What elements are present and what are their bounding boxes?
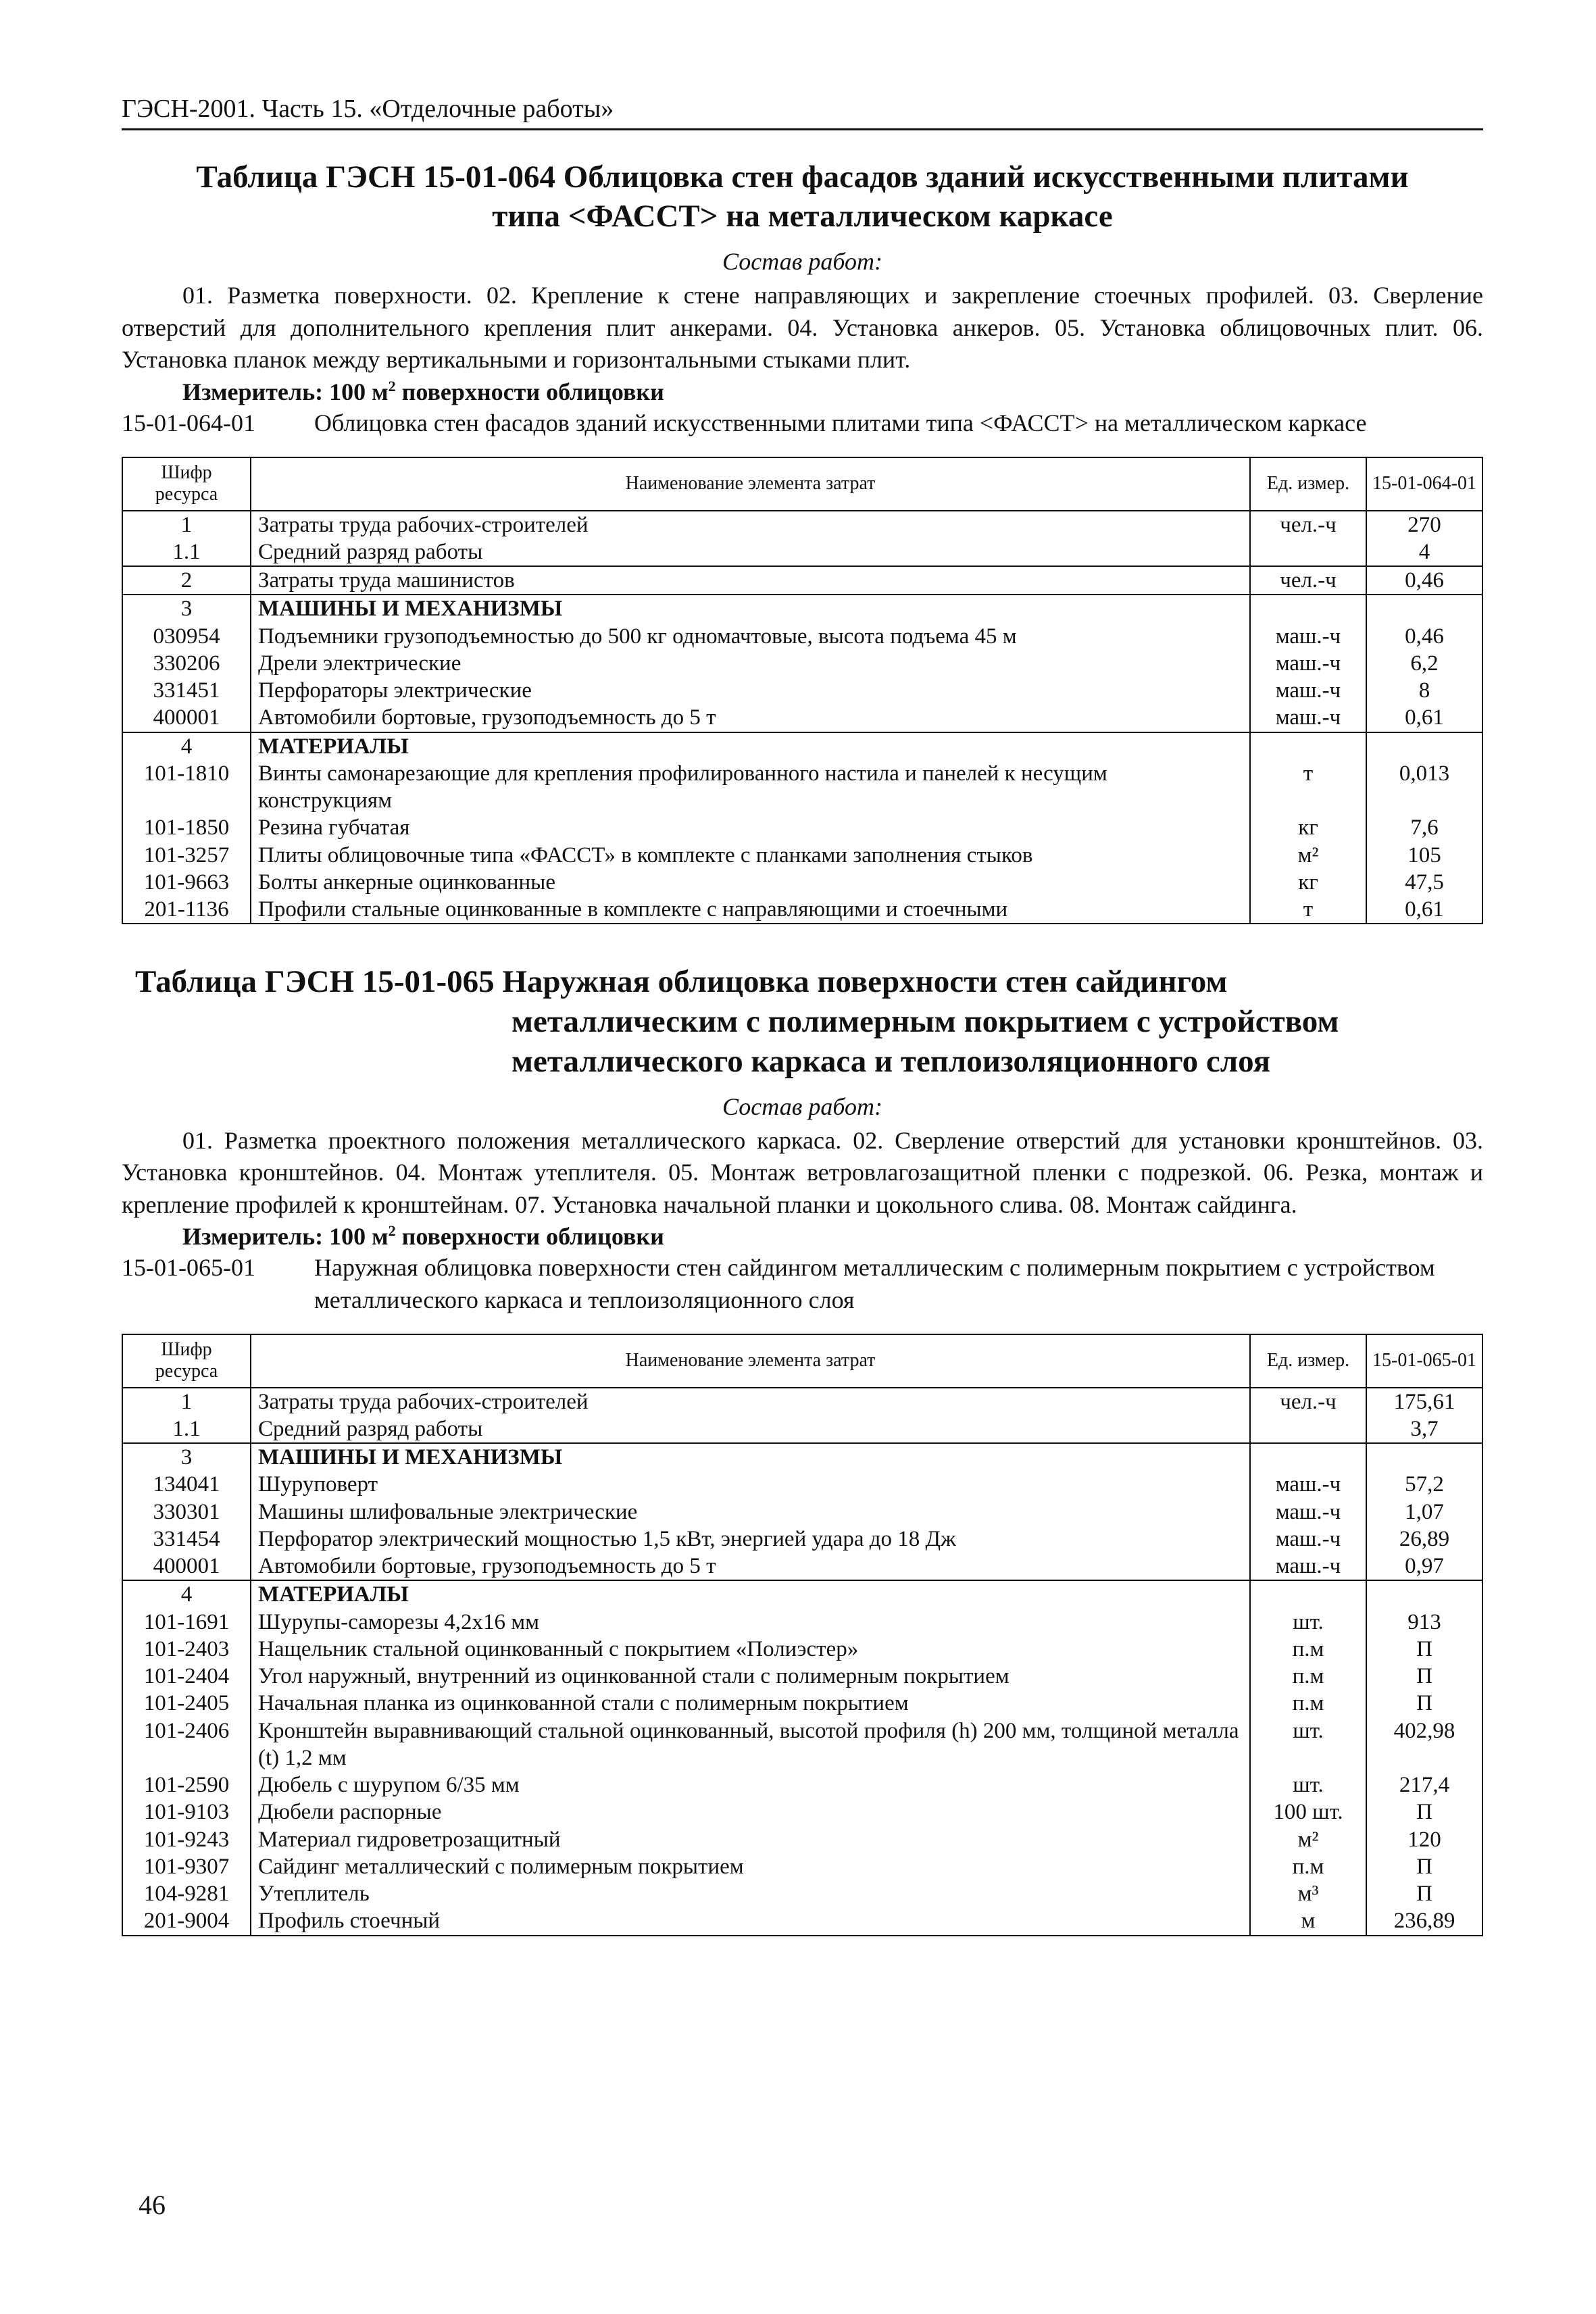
cell-name: Дюбель с шурупом 6/35 мм xyxy=(251,1771,1250,1799)
table-row xyxy=(122,1553,1482,1580)
cell-name: Нащельник стальной оцинкованный с покрытием «Полиэстер» xyxy=(251,1636,1250,1663)
cell-unit: шт. xyxy=(1250,1717,1366,1772)
table-row xyxy=(122,1415,1482,1443)
cell-name: Болты анкерные оцинкованные xyxy=(251,869,1250,896)
table-row xyxy=(122,1717,1482,1772)
cell-unit: п.м xyxy=(1250,1663,1366,1690)
cell-unit xyxy=(1250,732,1366,760)
cell-name: Средний разряд работы xyxy=(251,1415,1250,1443)
cell-value: 402,98 xyxy=(1366,1717,1482,1772)
composition-text: 01. Разметка проектного положения металлического каркаса. 02. Сверление отверстий для установки кронштейнов. 03. Установка кронштейнов. 04. Монтаж утеплителя. 05. Монтаж ветровлагозащитной пленки с подрезкой. 06. Резка, монтаж и крепление профилей к кронштейнам. 07. Установка начальной планки и цокольного слива. 08. Монтаж сайдинга. xyxy=(122,1126,1483,1218)
cell-unit: чел.-ч xyxy=(1250,511,1366,538)
cell-value: 0,46 xyxy=(1366,566,1482,595)
composition-label: Состав работ: xyxy=(722,248,882,276)
cell-code: 331454 xyxy=(122,1526,251,1553)
cell-name: МАШИНЫ И МЕХАНИЗМЫ xyxy=(251,595,1250,622)
table-row xyxy=(122,704,1482,732)
cell-code: 101-2405 xyxy=(122,1690,251,1717)
table-row xyxy=(122,1443,1482,1471)
cell-name: МАТЕРИАЛЫ xyxy=(251,732,1250,760)
cell-unit: маш.-ч xyxy=(1250,677,1366,704)
cell-code: 101-2404 xyxy=(122,1663,251,1690)
cell-value: 26,89 xyxy=(1366,1526,1482,1553)
cell-value: 8 xyxy=(1366,677,1482,704)
col-header-code: Шифр ресурса xyxy=(122,1334,251,1387)
table-title xyxy=(122,157,1483,237)
table-title-line-1: Таблица ГЭСН 15-01-065 Наружная облицовка поверхности стен сайдингом xyxy=(135,964,1228,1000)
cell-code: 104-9281 xyxy=(122,1880,251,1907)
cell-unit: маш.-ч xyxy=(1250,1553,1366,1580)
cell-name: Начальная планка из оцинкованной стали с полимерным покрытием xyxy=(251,1690,1250,1717)
table-row xyxy=(122,1826,1482,1853)
cell-unit xyxy=(1250,1580,1366,1608)
table-row xyxy=(122,1526,1482,1553)
cell-value: П xyxy=(1366,1853,1482,1880)
cell-name: Плиты облицовочные типа «ФАССТ» в комплекте с планками заполнения стыков xyxy=(251,842,1250,869)
cell-name: МАТЕРИАЛЫ xyxy=(251,1580,1250,1608)
cell-code: 101-3257 xyxy=(122,842,251,869)
table-title-line-1: Таблица ГЭСН 15-01-064 Облицовка стен фасадов зданий искусственными плитами xyxy=(196,159,1409,195)
table-title-line-2: металлическим с полимерным покрытием с устройством xyxy=(512,1004,1339,1040)
table-row xyxy=(122,814,1482,841)
cell-name: Перфоратор электрический мощностью 1,5 кВт, энергией удара до 18 Дж xyxy=(251,1526,1250,1553)
cell-name: Затраты труда машинистов xyxy=(251,566,1250,595)
cell-name: Шурупы-саморезы 4,2x16 мм xyxy=(251,1609,1250,1636)
cell-value: П xyxy=(1366,1636,1482,1663)
cell-code: 330301 xyxy=(122,1499,251,1526)
cell-name: Винты самонарезающие для крепления профилированного настила и панелей к несущим конструкциям xyxy=(251,760,1250,815)
cell-code: 400001 xyxy=(122,1553,251,1580)
cell-code: 201-9004 xyxy=(122,1907,251,1935)
cell-name: Перфораторы электрические xyxy=(251,677,1250,704)
table-row xyxy=(122,1580,1482,1608)
cell-code: 3 xyxy=(122,1443,251,1471)
cell-name: Утеплитель xyxy=(251,1880,1250,1907)
col-header-name: Наименование элемента затрат xyxy=(251,457,1250,510)
cell-value: 217,4 xyxy=(1366,1771,1482,1799)
table-row xyxy=(122,732,1482,760)
cell-code: 101-9243 xyxy=(122,1826,251,1853)
table-row xyxy=(122,1799,1482,1826)
cell-unit: маш.-ч xyxy=(1250,650,1366,677)
cell-unit: т xyxy=(1250,760,1366,815)
measure-line xyxy=(122,378,1483,406)
cell-name: Материал гидроветрозащитный xyxy=(251,1826,1250,1853)
measure-suffix: поверхности облицовки xyxy=(395,1223,664,1251)
measure-prefix: Измеритель: 100 м xyxy=(182,378,389,405)
cell-code: 1 xyxy=(122,511,251,538)
cell-code: 4 xyxy=(122,732,251,760)
cell-unit: чел.-ч xyxy=(1250,566,1366,595)
cell-name: Профиль стоечный xyxy=(251,1907,1250,1935)
cell-code: 201-1136 xyxy=(122,896,251,924)
table-row xyxy=(122,1771,1482,1799)
cell-code: 101-9663 xyxy=(122,869,251,896)
cell-unit: кг xyxy=(1250,869,1366,896)
cell-code: 4 xyxy=(122,1580,251,1608)
cell-value: 1,07 xyxy=(1366,1499,1482,1526)
measure-suffix: поверхности облицовки xyxy=(395,378,664,405)
cell-name: Кронштейн выравнивающий стальной оцинкованный, высотой профиля (h) 200 мм, толщиной металла (t) 1,2 мм xyxy=(251,1717,1250,1772)
table-row xyxy=(122,1690,1482,1717)
table-row xyxy=(122,595,1482,622)
cell-code: 030954 xyxy=(122,623,251,650)
cell-code: 101-2590 xyxy=(122,1771,251,1799)
cell-name: Средний разряд работы xyxy=(251,538,1250,566)
table-title-line-2: типа <ФАССТ> на металлическом каркасе xyxy=(492,199,1113,234)
table-row xyxy=(122,842,1482,869)
composition-label: Состав работ: xyxy=(722,1092,882,1120)
cell-value: 120 xyxy=(1366,1826,1482,1853)
cell-name: Профили стальные оцинкованные в комплекте с направляющими и стоечными xyxy=(251,896,1250,924)
cell-unit xyxy=(1250,1415,1366,1443)
cell-name: Дрели электрические xyxy=(251,650,1250,677)
table-row xyxy=(122,869,1482,896)
section-table-15-01-064 xyxy=(122,157,1483,925)
cell-unit: п.м xyxy=(1250,1853,1366,1880)
table-row xyxy=(122,1907,1482,1935)
composition-text: 01. Разметка поверхности. 02. Крепление к стене направляющих и закрепление стоечных профилей. 03. Сверление отверстий для дополнительного крепления плит анкерами. 04. Установка анкеров. 05. Установка облицовочных плит. 06. Установка планок между вертикальными и горизонтальными стыками плит. xyxy=(122,282,1483,374)
cell-code: 330206 xyxy=(122,650,251,677)
document-page xyxy=(122,95,1483,1936)
cell-value: П xyxy=(1366,1799,1482,1826)
table-row xyxy=(122,538,1482,566)
measure-sup: 2 xyxy=(388,377,396,395)
cell-unit: маш.-ч xyxy=(1250,623,1366,650)
col-header-name: Наименование элемента затрат xyxy=(251,1334,1250,1387)
cell-name: Автомобили бортовые, грузоподъемность до 5 т xyxy=(251,704,1250,732)
cell-unit: маш.-ч xyxy=(1250,1526,1366,1553)
cell-code: 331451 xyxy=(122,677,251,704)
cell-value: 6,2 xyxy=(1366,650,1482,677)
cost-table xyxy=(122,1334,1483,1936)
col-header-value: 15-01-064-01 xyxy=(1366,457,1482,510)
cell-value: 3,7 xyxy=(1366,1415,1482,1443)
cell-unit xyxy=(1250,595,1366,622)
norm-description: Облицовка стен фасадов зданий искусственными плитами типа <ФАССТ> на металлическом каркасе xyxy=(314,409,1367,436)
cell-name: Угол наружный, внутренний из оцинкованной стали с полимерным покрытием xyxy=(251,1663,1250,1690)
cell-unit: кг xyxy=(1250,814,1366,841)
cell-value: 47,5 xyxy=(1366,869,1482,896)
cell-name: Шуруповерт xyxy=(251,1471,1250,1498)
table-row xyxy=(122,760,1482,815)
cell-unit: 100 шт. xyxy=(1250,1799,1366,1826)
cell-name: Резина губчатая xyxy=(251,814,1250,841)
cell-code: 101-2403 xyxy=(122,1636,251,1663)
table-row xyxy=(122,566,1482,595)
measure-prefix: Измеритель: 100 м xyxy=(182,1223,389,1251)
table-row xyxy=(122,896,1482,924)
cell-code: 101-1691 xyxy=(122,1609,251,1636)
table-row xyxy=(122,650,1482,677)
cell-unit: маш.-ч xyxy=(1250,704,1366,732)
norm-code: 15-01-064-01 xyxy=(122,409,255,436)
table-row xyxy=(122,1471,1482,1498)
col-header-code: Шифр ресурса xyxy=(122,457,251,510)
cell-code: 134041 xyxy=(122,1471,251,1498)
table-row xyxy=(122,1663,1482,1690)
cell-value: П xyxy=(1366,1690,1482,1717)
cell-unit: маш.-ч xyxy=(1250,1471,1366,1498)
cell-value xyxy=(1366,732,1482,760)
cell-code: 400001 xyxy=(122,704,251,732)
cell-code: 101-9307 xyxy=(122,1853,251,1880)
table-row xyxy=(122,1609,1482,1636)
table-title xyxy=(122,962,1483,1081)
norm-row xyxy=(122,1252,1483,1316)
measure-sup: 2 xyxy=(388,1222,396,1240)
cell-name: Затраты труда рабочих-строителей xyxy=(251,511,1250,538)
cell-code: 101-2406 xyxy=(122,1717,251,1772)
table-row xyxy=(122,1880,1482,1907)
page-number: 46 xyxy=(139,2190,166,2220)
table-row xyxy=(122,1636,1482,1663)
cell-value: 0,013 xyxy=(1366,760,1482,815)
cell-code: 1.1 xyxy=(122,1415,251,1443)
running-header: ГЭСН-2001. Часть 15. «Отделочные работы» xyxy=(122,95,1483,130)
table-row xyxy=(122,1853,1482,1880)
cell-value: 57,2 xyxy=(1366,1471,1482,1498)
cell-code: 101-1810 xyxy=(122,760,251,815)
table-title-line-3: металлического каркаса и теплоизоляционного слоя xyxy=(512,1043,1271,1079)
norm-code: 15-01-065-01 xyxy=(122,1254,255,1282)
cell-value: 4 xyxy=(1366,538,1482,566)
cell-value xyxy=(1366,1443,1482,1471)
cell-unit: шт. xyxy=(1250,1609,1366,1636)
table-header-row xyxy=(122,457,1482,510)
cell-unit: т xyxy=(1250,896,1366,924)
cell-name: Автомобили бортовые, грузоподъемность до 5 т xyxy=(251,1553,1250,1580)
cell-unit: м xyxy=(1250,1907,1366,1935)
cell-value: 0,97 xyxy=(1366,1553,1482,1580)
cell-value: П xyxy=(1366,1663,1482,1690)
cell-value xyxy=(1366,1580,1482,1608)
cell-value: 236,89 xyxy=(1366,1907,1482,1935)
norm-row xyxy=(122,407,1483,440)
cell-value: 0,46 xyxy=(1366,623,1482,650)
cell-unit: м² xyxy=(1250,842,1366,869)
table-row xyxy=(122,1499,1482,1526)
cell-code: 101-1850 xyxy=(122,814,251,841)
cell-name: Машины шлифовальные электрические xyxy=(251,1499,1250,1526)
cell-code: 3 xyxy=(122,595,251,622)
cell-unit: п.м xyxy=(1250,1636,1366,1663)
col-header-unit: Ед. измер. xyxy=(1250,457,1366,510)
table-row xyxy=(122,623,1482,650)
cell-unit: шт. xyxy=(1250,1771,1366,1799)
col-header-value: 15-01-065-01 xyxy=(1366,1334,1482,1387)
measure-line xyxy=(122,1222,1483,1251)
table-header-row xyxy=(122,1334,1482,1387)
cell-name: Сайдинг металлический с полимерным покрытием xyxy=(251,1853,1250,1880)
cell-name: МАШИНЫ И МЕХАНИЗМЫ xyxy=(251,1443,1250,1471)
cell-value: 913 xyxy=(1366,1609,1482,1636)
cell-code: 1 xyxy=(122,1388,251,1415)
cell-value: 0,61 xyxy=(1366,704,1482,732)
table-row xyxy=(122,677,1482,704)
cell-name: Затраты труда рабочих-строителей xyxy=(251,1388,1250,1415)
cell-unit xyxy=(1250,538,1366,566)
cell-unit: чел.-ч xyxy=(1250,1388,1366,1415)
cost-table xyxy=(122,457,1483,924)
cell-value: 7,6 xyxy=(1366,814,1482,841)
table-row xyxy=(122,511,1482,538)
cell-unit: маш.-ч xyxy=(1250,1499,1366,1526)
cell-value: 270 xyxy=(1366,511,1482,538)
section-table-15-01-065 xyxy=(122,962,1483,1936)
cell-unit: п.м xyxy=(1250,1690,1366,1717)
cell-value xyxy=(1366,595,1482,622)
table-row xyxy=(122,1388,1482,1415)
cell-code: 2 xyxy=(122,566,251,595)
cell-unit xyxy=(1250,1443,1366,1471)
col-header-unit: Ед. измер. xyxy=(1250,1334,1366,1387)
cell-value: П xyxy=(1366,1880,1482,1907)
cell-code: 1.1 xyxy=(122,538,251,566)
cell-name: Дюбели распорные xyxy=(251,1799,1250,1826)
cell-value: 175,61 xyxy=(1366,1388,1482,1415)
norm-description: Наружная облицовка поверхности стен сайдингом металлическим с полимерным покрытием с устройством металлического каркаса и теплоизоляционного слоя xyxy=(314,1254,1435,1313)
cell-value: 105 xyxy=(1366,842,1482,869)
cell-unit: м² xyxy=(1250,1826,1366,1853)
cell-value: 0,61 xyxy=(1366,896,1482,924)
cell-name: Подъемники грузоподъемностью до 500 кг одномачтовые, высота подъема 45 м xyxy=(251,623,1250,650)
cell-code: 101-9103 xyxy=(122,1799,251,1826)
cell-unit: м³ xyxy=(1250,1880,1366,1907)
